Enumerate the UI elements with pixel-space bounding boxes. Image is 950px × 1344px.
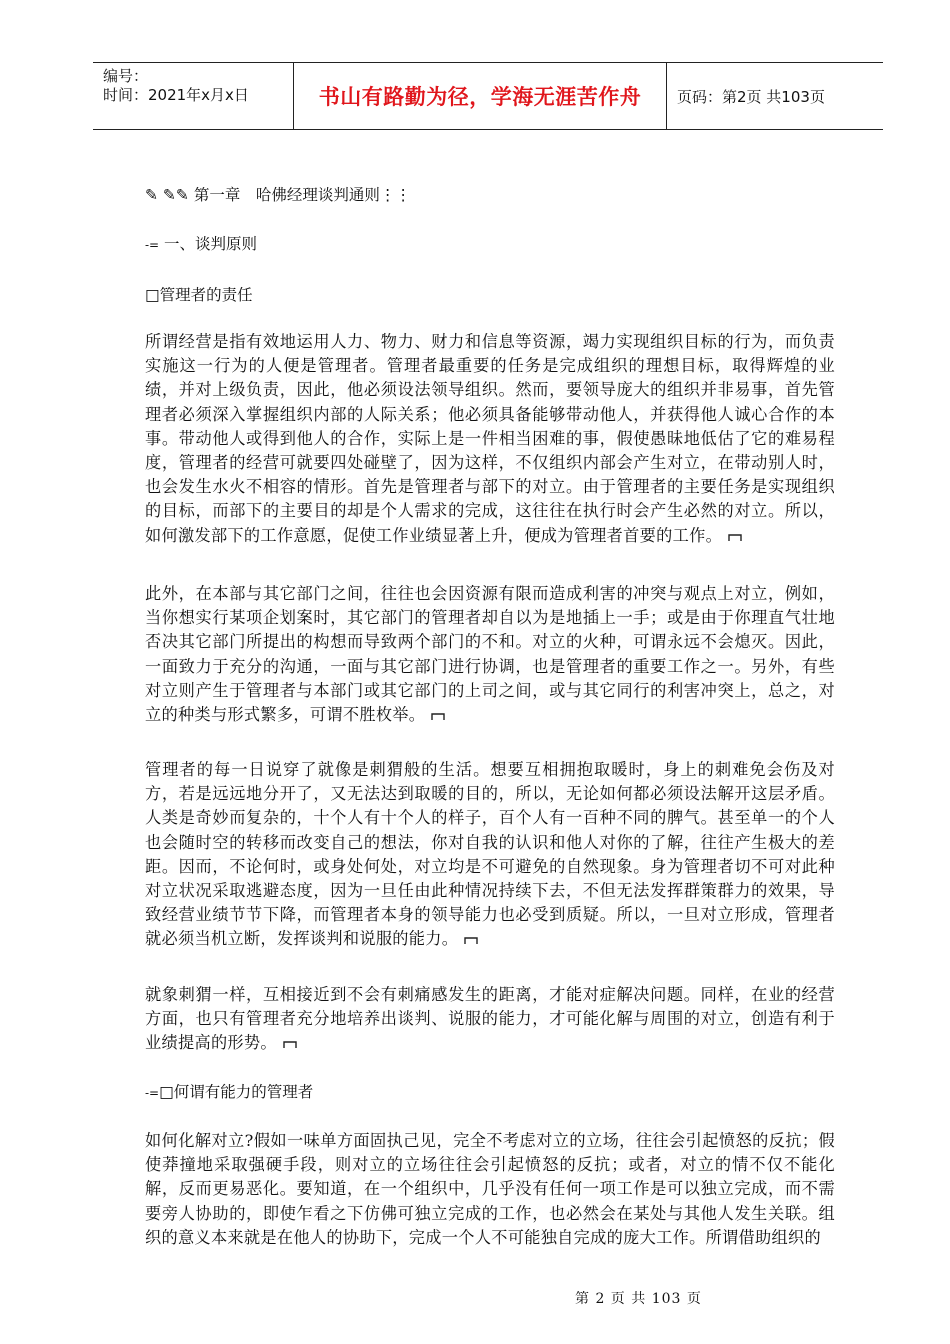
return-mark-icon — [283, 1040, 297, 1049]
chapter-decoration-icon: ✎ ✎✎ — [145, 186, 189, 204]
chapter-title-line — [145, 184, 411, 206]
section-prefix: -= — [145, 238, 160, 252]
header-motto: 书山有路勤为径，学海无涯苦作舟 — [294, 63, 667, 129]
chapter-title: 第一章 哈佛经理谈判通则⋮⋮ — [193, 186, 411, 204]
paragraph-4 — [145, 983, 835, 1056]
serial-label: 编号： — [103, 67, 149, 85]
page-footer: 第 2 页 共 103 页 — [575, 1291, 702, 1307]
section-title-line — [145, 233, 257, 255]
return-mark-icon — [728, 533, 742, 542]
section-title: 一、谈判原则 — [164, 235, 258, 253]
paragraph-4-text: 就象刺猬一样，互相接近到不会有刺痛感发生的距离，才能对症解决问题。同样，在业的经营方面，也只有管理者充分地培养出谈判、说服的能力，才可能化解与周围的对立，创造有利于业绩提高的形势。 — [145, 985, 835, 1053]
subsection-2-prefix: -= — [145, 1086, 160, 1100]
subsection-title: □管理者的责任 — [145, 286, 253, 304]
return-mark-icon — [464, 936, 478, 945]
time-label: 时间：2021年x月x日 — [103, 86, 249, 104]
paragraph-2 — [145, 582, 835, 727]
paragraph-1-text: 所谓经营是指有效地运用人力、物力、财力和信息等资源，竭力实现组织目标的行为，而负责实施这一行为的人便是管理者。管理者最重要的任务是完成组织的理想目标，取得辉煌的业绩，并对上级负责，因此，他必须设法领导组织。然而，要领导庞大的组织并非易事，首先管理者必须深入掌握组织内部的人际关系；他必须具备能够带动他人，并获得他人诚心合作的本事。带动他人或得到他人的合作，实际上是一件相当困难的事，假使愚昧地低估了它的难易程度，管理者的经营可就要四处碰壁了，因为这样，不仅组织内部会产生对立，在带动别人时，也会发生水火不相容的情形。首先是管理者与部下的对立。由于管理者的主要任务是实现组织的目标，而部下的主要目的却是个人需求的完成，这往往在执行时会产生必然的对立。所以，如何激发部下的工作意愿，促使工作业绩显著上升，便成为管理者首要的工作。 — [145, 332, 835, 545]
header-meta-cell — [93, 63, 294, 129]
return-mark-icon — [431, 712, 445, 721]
paragraph-5 — [145, 1129, 835, 1250]
paragraph-1 — [145, 330, 835, 548]
subsection-title-2: □何谓有能力的管理者 — [159, 1083, 314, 1101]
page-header — [93, 62, 883, 130]
paragraph-5-text: 如何化解对立?假如一味单方面固执己见，完全不考虑对立的立场，往往会引起愤怒的反抗；假使莽撞地采取强硬手段，则对立的立场往往会引起愤怒的反抗；或者，对立的情不仅不能化解，反而更易恶化。要知道，在一个组织中，几乎没有任何一项工作是可以独立完成，而不需要旁人协助的，即使乍看之下仿佛可独立完成的工作，也必然会在某处与其他人发生关联。组织的意义本来就是在他人的协助下，完成一个人不可能独自完成的庞大工作。所谓借助组织的 — [145, 1131, 835, 1247]
paragraph-3-text: 管理者的每一日说穿了就像是刺猬般的生活。想要互相拥抱取暖时，身上的刺难免会伤及对方，若是远远地分开了，又无法达到取暖的目的，所以，无论如何都必须设法解开这层矛盾。人类是奇妙而复杂的，十个人有十个人的样子，百个人有一百种不同的脾气。甚至单一的个人也会随时空的转移而改变自己的想法，你对自我的认识和他人对你的了解，往往产生极大的差距。因而，不论何时，或身处何处，对立均是不可避免的自然现象。身为管理者切不可对此种对立状况采取逃避态度，因为一旦任由此种情况持续下去，不但无法发挥群策群力的效果，导致经营业绩节节下降，而管理者本身的领导能力也必受到质疑。所以，一旦对立形成，管理者就必须当机立断，发挥谈判和说服的能力。 — [145, 760, 835, 949]
paragraph-3 — [145, 758, 835, 952]
header-page-info: 页码：第2页 共103页 — [677, 88, 825, 106]
subsection-title-2-line — [145, 1081, 313, 1103]
paragraph-2-text: 此外，在本部与其它部门之间，往往也会因资源有限而造成利害的冲突与观点上对立，例如，当你想实行某项企划案时，其它部门的管理者却自以为是地插上一手；或是由于你理直气壮地否决其它部门所提出的构想而导致两个部门的不和。对立的火种，可谓永远不会熄灭。因此，一面致力于充分的沟通，一面与其它部门进行协调，也是管理者的重要工作之一。另外，有些对立则产生于管理者与本部门或其它部门的上司之间，或与其它同行的利害冲突上，总之，对立的种类与形式繁多，可谓不胜枚举。 — [145, 584, 835, 725]
